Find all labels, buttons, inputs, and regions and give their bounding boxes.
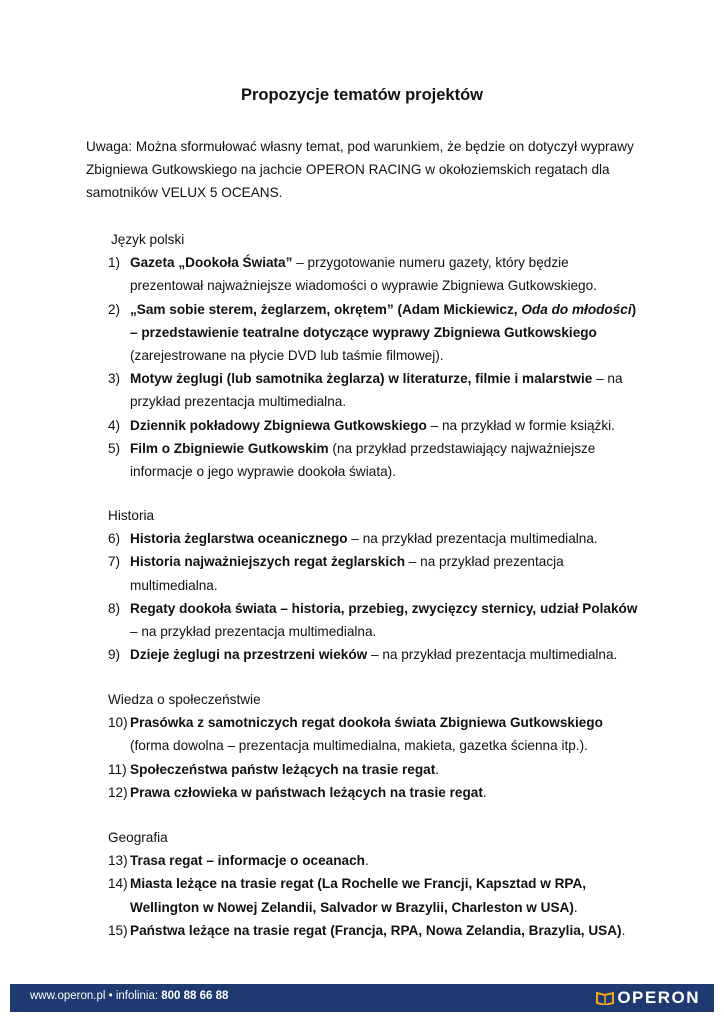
item-number: 8): [108, 600, 121, 616]
item-title-italic: Oda do młodości: [521, 301, 632, 317]
item-title: Gazeta „Dookoła Świata”: [130, 255, 293, 271]
list-item: [108, 298, 640, 368]
item-description: .: [573, 899, 578, 915]
item-number: 3): [108, 371, 121, 387]
list-item: [108, 758, 640, 781]
item-number: 9): [108, 647, 121, 663]
item-number: 11): [108, 761, 127, 777]
item-number: 7): [108, 554, 121, 570]
item-title: Historia żeglarstwa oceanicznego: [130, 531, 348, 547]
topic-list: [108, 849, 640, 942]
item-title: „Sam sobie sterem, żeglarzem, okrętem” (Adam Mickiewicz,: [130, 301, 522, 317]
item-number: 12): [108, 784, 128, 800]
page-title: Propozycje tematów projektów: [240, 86, 484, 104]
item-description: – przygotowanie numeru gazety, który będzie prezentował najważniejsze wiadomości o wyprawie Zbigniewa Gutkowskiego.: [130, 255, 597, 294]
intro-note: Uwaga: Można sformułować własny temat, pod warunkiem, że będzie on dotyczył wyprawy Zbigniewa Gutkowskiego na jachcie OPERON RACING w okołoziemskich regatach dla samotników VELUX 5 OCEANS.: [86, 139, 634, 201]
item-title: Dzieje żeglugi na przestrzeni wieków: [130, 647, 368, 663]
list-item: [108, 251, 640, 297]
section-wiedza-o-spoleczenstwie: [108, 688, 640, 804]
list-item: [108, 781, 640, 804]
item-title: Trasa regat – informacje o oceanach: [130, 853, 365, 869]
item-number: 6): [108, 531, 121, 547]
operon-logo-mark-icon: [596, 991, 614, 1005]
section-geografia: [108, 826, 640, 942]
item-number: 13): [108, 853, 128, 869]
list-item: [108, 919, 640, 942]
list-item: [108, 367, 640, 413]
hotline-label: infolinia:: [115, 990, 162, 1002]
item-title: Regaty dookoła świata – historia, przebieg, zwycięzcy sternicy, udział Polaków: [130, 600, 638, 616]
item-title: Historia najważniejszych regat żeglarskich: [130, 554, 406, 570]
section-heading: Wiedza o społeczeństwie: [108, 692, 261, 707]
section-heading: Geografia: [108, 830, 168, 845]
operon-logo: [596, 988, 700, 1008]
section-heading: Historia: [108, 508, 155, 523]
item-title: Motyw żeglugi (lub samotnika żeglarza) w literaturze, filmie i malarstwie: [130, 371, 593, 387]
item-number: 1): [108, 255, 121, 271]
list-item: [108, 711, 640, 757]
list-item: [108, 414, 640, 437]
item-number: 10): [108, 715, 128, 731]
topic-list: [108, 251, 640, 483]
item-description: .: [435, 761, 440, 777]
item-description: – na przykład w formie książki.: [426, 417, 615, 433]
list-item: [108, 597, 640, 643]
item-number: 14): [108, 876, 128, 892]
footer-bar: [10, 984, 714, 1012]
item-title: Prawa człowieka w państwach leżących na trasie regat: [130, 784, 483, 800]
website-link[interactable]: www.operon.pl: [30, 990, 106, 1002]
item-description: – na przykład prezentacja multimedialna.: [367, 647, 618, 663]
item-title: Prasówka z samotniczych regat dookoła świata Zbigniewa Gutkowskiego: [130, 715, 603, 731]
operon-logo-text: OPERON: [617, 988, 700, 1007]
item-description: .: [482, 784, 487, 800]
item-title: Dziennik pokładowy Zbigniewa Gutkowskiego: [130, 417, 427, 433]
footer-contact: [30, 990, 228, 1002]
section-jezyk-polski: [108, 228, 640, 483]
list-item: [108, 550, 640, 596]
item-description: – na przykład prezentacja multimedialna.: [130, 371, 623, 410]
item-title: Miasta leżące na trasie regat (La Rochelle we Francji, Kapsztad w RPA, Wellington w Nowej Zelandii, Salvador w Brazylii, Charleston w USA): [130, 876, 587, 915]
list-item: [108, 437, 640, 483]
item-description: .: [364, 853, 369, 869]
item-description: – na przykład prezentacja multimedialna.: [130, 554, 564, 593]
topic-list: [108, 527, 640, 666]
item-description: – na przykład prezentacja multimedialna.: [130, 624, 377, 640]
item-description: (zarejestrowane na płycie DVD lub taśmie filmowej).: [130, 348, 444, 364]
section-heading: Język polski: [111, 232, 185, 247]
hotline-number: 800 88 66 88: [161, 990, 229, 1002]
item-number: 15): [108, 922, 128, 938]
list-item: [108, 872, 640, 918]
item-title: Społeczeństwa państw leżących na trasie regat: [130, 761, 436, 777]
item-title-continued: ) – przedstawienie teatralne dotyczące wyprawy Zbigniewa Gutkowskiego: [130, 301, 637, 340]
topic-list: [108, 711, 640, 804]
list-item: [108, 849, 640, 872]
list-item: [108, 643, 640, 666]
item-number: 5): [108, 440, 121, 456]
item-number: 2): [108, 301, 121, 317]
item-description: (forma dowolna – prezentacja multimedialna, makieta, gazetka ścienna itp.).: [130, 738, 588, 754]
item-title: Państwa leżące na trasie regat (Francja, RPA, Nowa Zelandia, Brazylia, USA): [130, 922, 622, 938]
item-description: – na przykład prezentacja multimedialna.: [347, 531, 598, 547]
item-description: .: [621, 922, 626, 938]
list-item: [108, 527, 640, 550]
item-title: Film o Zbigniewie Gutkowskim: [130, 440, 329, 456]
item-description: (na przykład przedstawiający najważniejsze informacje o jego wyprawie dookoła świata).: [130, 440, 596, 480]
item-number: 4): [108, 417, 121, 433]
footer-separator: •: [105, 990, 116, 1002]
section-historia: [108, 504, 640, 666]
